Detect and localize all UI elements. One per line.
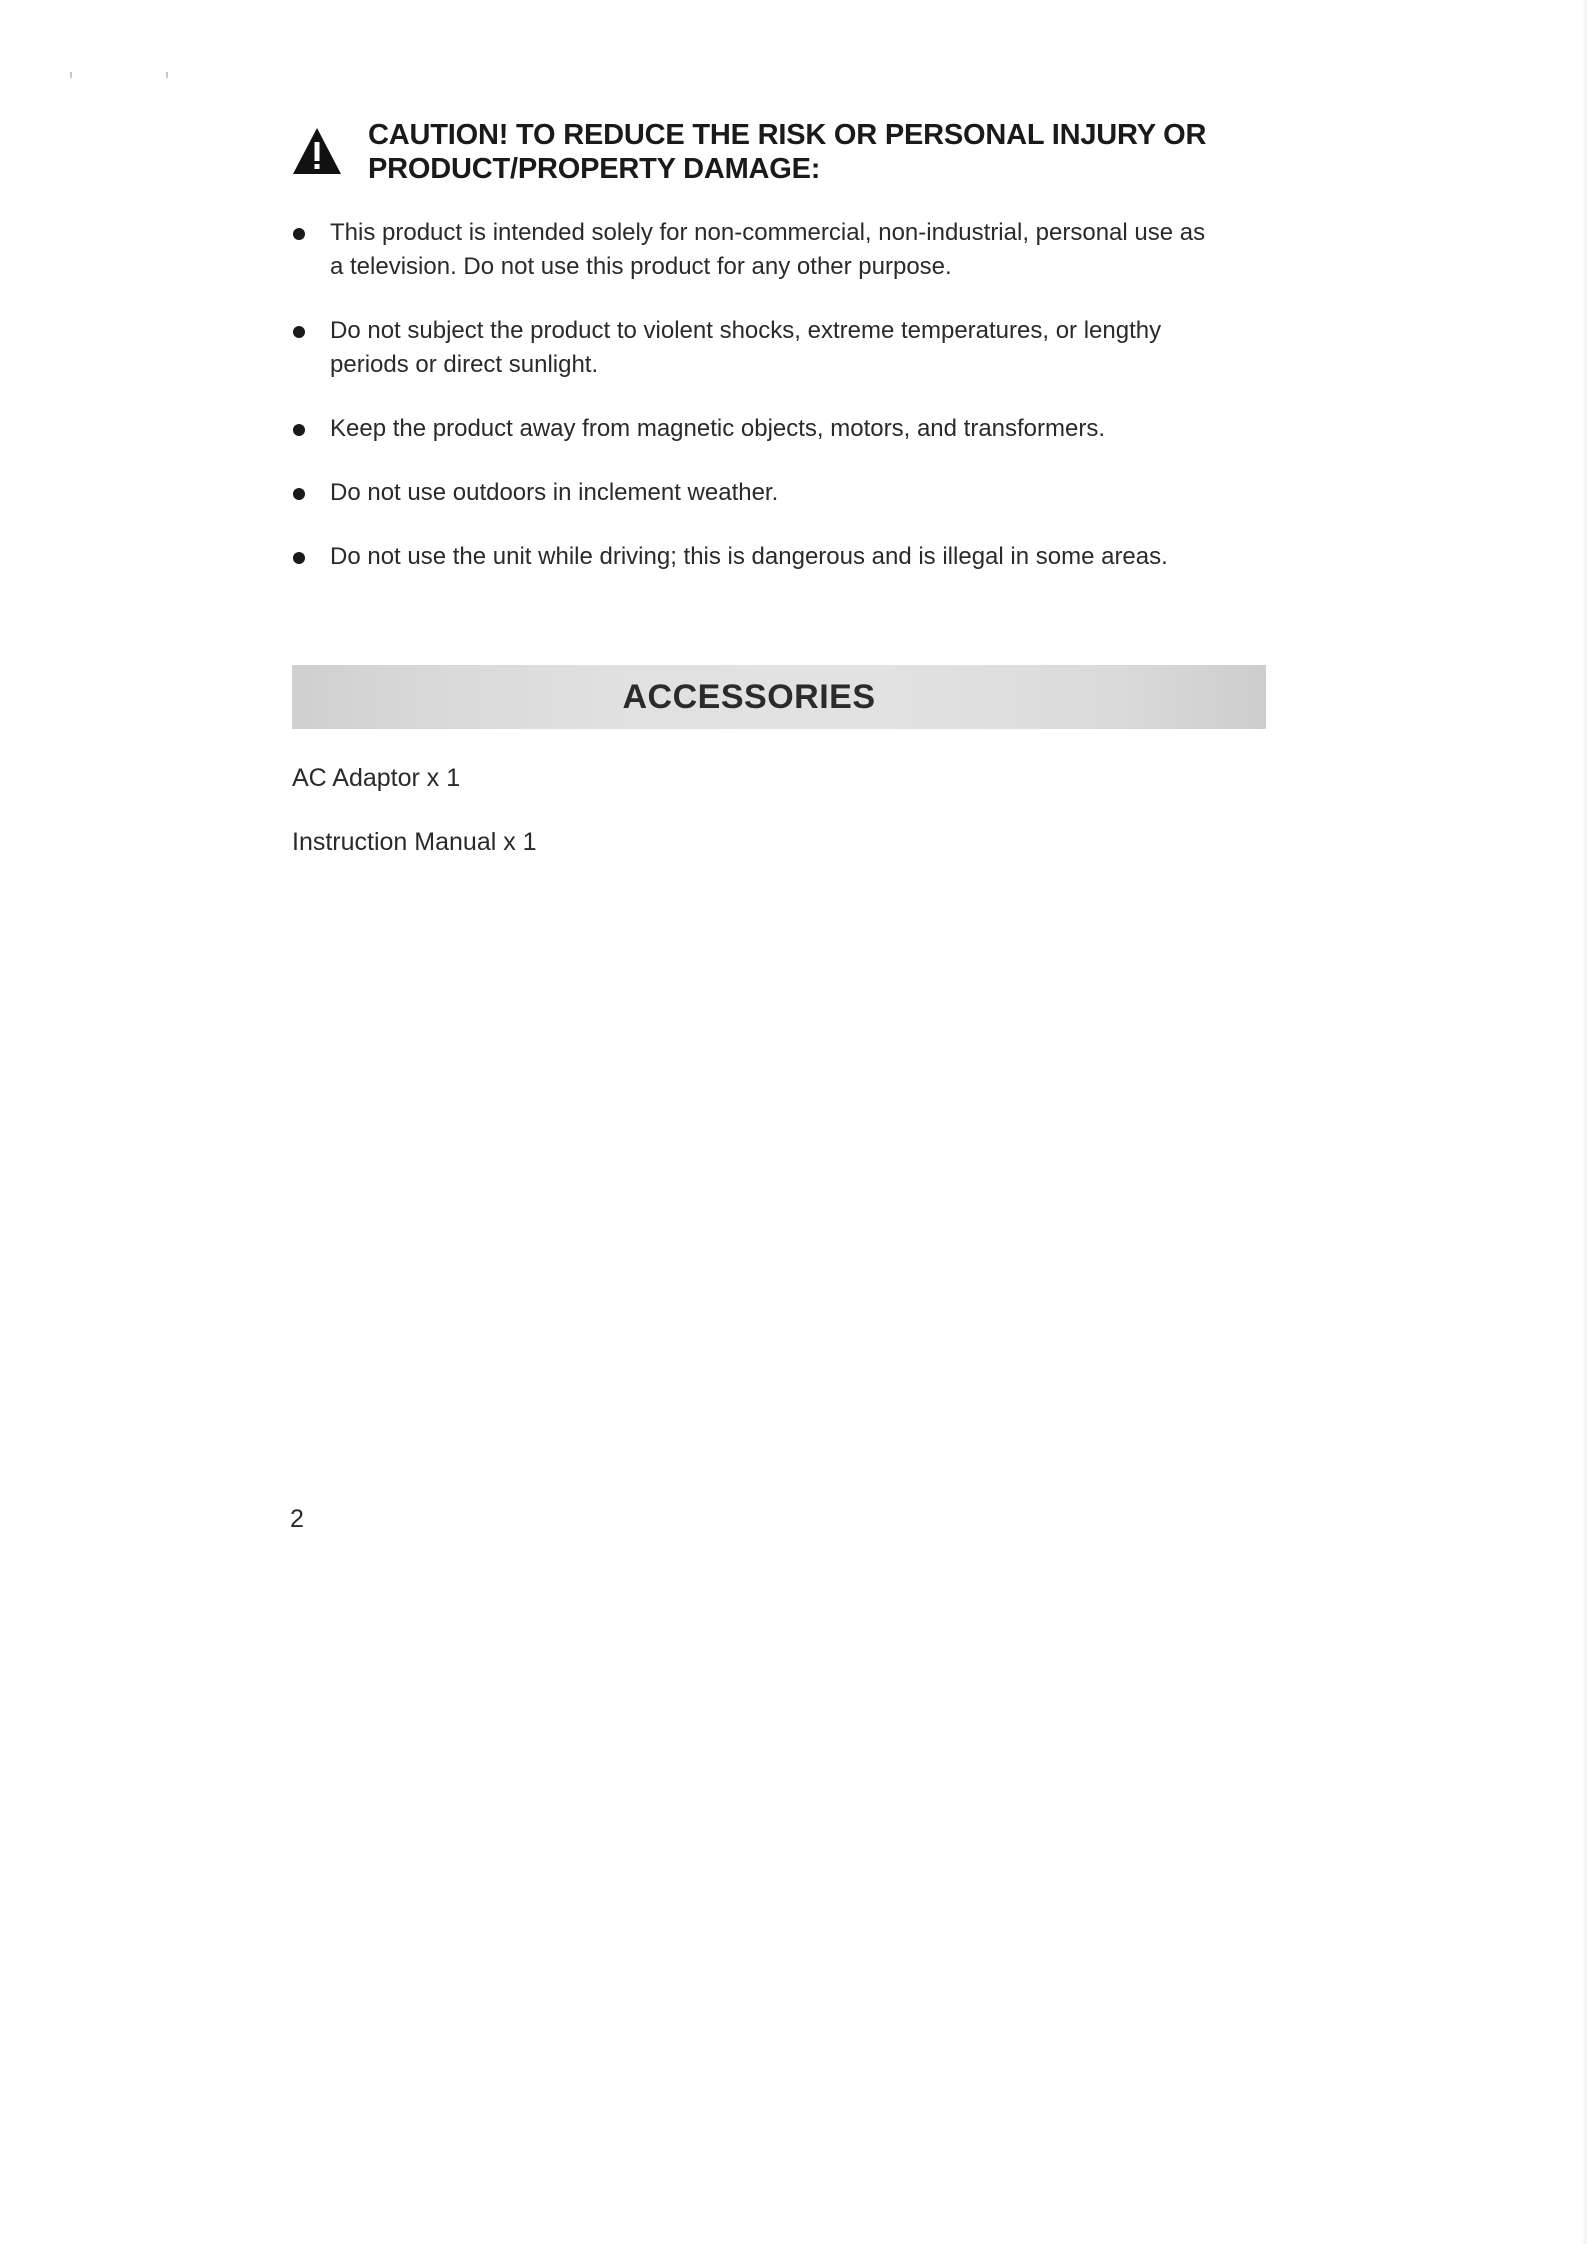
list-item: [290, 216, 1300, 284]
caution-bullet-list: [290, 216, 1300, 574]
page-number: 2: [290, 1505, 304, 1533]
bullet-icon: [293, 228, 305, 240]
caution-heading: CAUTION! TO REDUCE THE RISK OR PERSONAL INJURY OR PRODUCT/PROPERTY DAMAGE:: [368, 119, 1207, 185]
bullet-text: Keep the product away from magnetic objects, motors, and transformers.: [330, 415, 1106, 442]
accessories-list: [292, 762, 537, 890]
bullet-icon: [293, 552, 305, 564]
accessories-title: ACCESSORIES: [622, 677, 876, 716]
accessory-item: AC Adaptor x 1: [292, 764, 461, 792]
bullet-icon: [293, 326, 305, 338]
scan-mark: [70, 72, 72, 78]
scan-mark: [166, 72, 168, 78]
list-item: [290, 540, 1300, 574]
bullet-icon: [293, 424, 305, 436]
bullet-text: Do not subject the product to violent shocks, extreme temperatures, or lengthy periods or direct sunlight.: [330, 317, 1162, 378]
accessory-item: Instruction Manual x 1: [292, 828, 537, 856]
page-edge-shadow: [1581, 0, 1587, 2244]
bullet-text: Do not use outdoors in inclement weather.: [330, 479, 779, 506]
bullet-text: Do not use the unit while driving; this is dangerous and is illegal in some areas.: [330, 543, 1168, 570]
accessories-banner: [292, 665, 1266, 729]
warning-triangle-icon: [292, 126, 342, 176]
list-item: [290, 412, 1300, 446]
list-item: [290, 314, 1300, 382]
list-item: [290, 476, 1300, 510]
bullet-icon: [293, 488, 305, 500]
bullet-text: This product is intended solely for non-commercial, non-industrial, personal use as a television. Do not use this product for any other purpose.: [330, 219, 1206, 280]
